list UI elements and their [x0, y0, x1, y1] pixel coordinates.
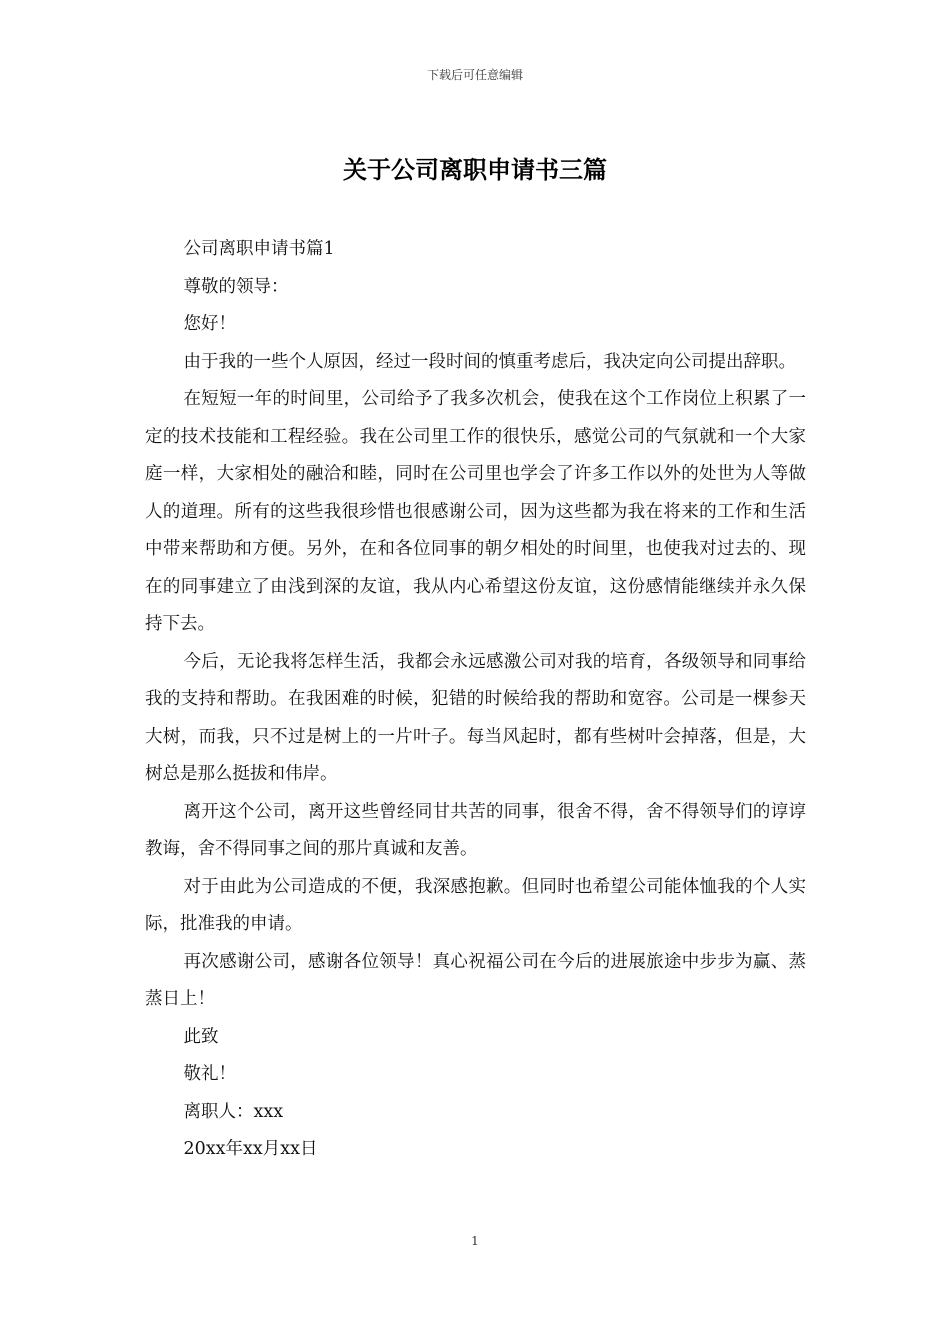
closing-line: 此致 — [183, 1026, 219, 1047]
date-line: 20xx年xx月xx日 — [183, 1139, 318, 1159]
page-header-note: 下载后可任意编辑 — [426, 68, 523, 82]
document-body — [145, 231, 806, 1169]
greeting: 您好！ — [183, 314, 236, 334]
body-paragraph: 再次感谢公司，感谢各位领导！真心祝福公司在今后的进展旅途中步步为赢、蒸蒸日上！ — [145, 951, 806, 1009]
signatory: 离职人：xxx — [183, 1101, 284, 1122]
body-paragraph: 对于由此为公司造成的不便，我深感抱歉。但同时也希望公司能体恤我的个人实际，批准我的申请。 — [145, 876, 806, 934]
body-paragraph: 今后，无论我将怎样生活，我都会永远感激公司对我的培育，各级领导和同事给我的支持和帮助。在我困难的时候，犯错的时候给我的帮助和宽容。公司是一棵参天大树，而我，只不过是树上的一片叶子。每当风起时，都有些树叶会掉落，但是，大树总是那么挺拔和伟岸。 — [145, 651, 806, 784]
closing-salute: 敬礼！ — [183, 1064, 236, 1084]
salutation: 尊敬的领导： — [183, 276, 289, 297]
body-paragraph: 离开这个公司，离开这些曾经同甘共苦的同事，很舍不得，舍不得领导们的谆谆教诲，舍不得同事之间的那片真诚和友善。 — [145, 801, 806, 859]
document-title: 关于公司离职申请书三篇 — [343, 156, 607, 184]
page-number: 1 — [471, 1234, 479, 1248]
body-paragraph: 由于我的一些个人原因，经过一段时间的慎重考虑后，我决定向公司提出辞职。 — [183, 351, 796, 372]
body-paragraph: 在短短一年的时间里，公司给予了我多次机会，使我在这个工作岗位上积累了一定的技术技能和工程经验。我在公司里工作的很快乐，感觉公司的气氛就和一个大家庭一样，大家相处的融洽和睦，同时在公司里也学会了许多工作以外的处世为人等做人的道理。所有的这些我很珍惜也很感谢公司，因为这些都为我在将来的工作和生活中带来帮助和方便。另外，在和各位同事的朝夕相处的时间里，也使我对过去的、现在的同事建立了由浅到深的友谊，我从内心希望这份友谊，这份感情能继续并永久保持下去。 — [145, 389, 806, 634]
section-heading: 公司离职申请书篇1 — [183, 239, 335, 259]
